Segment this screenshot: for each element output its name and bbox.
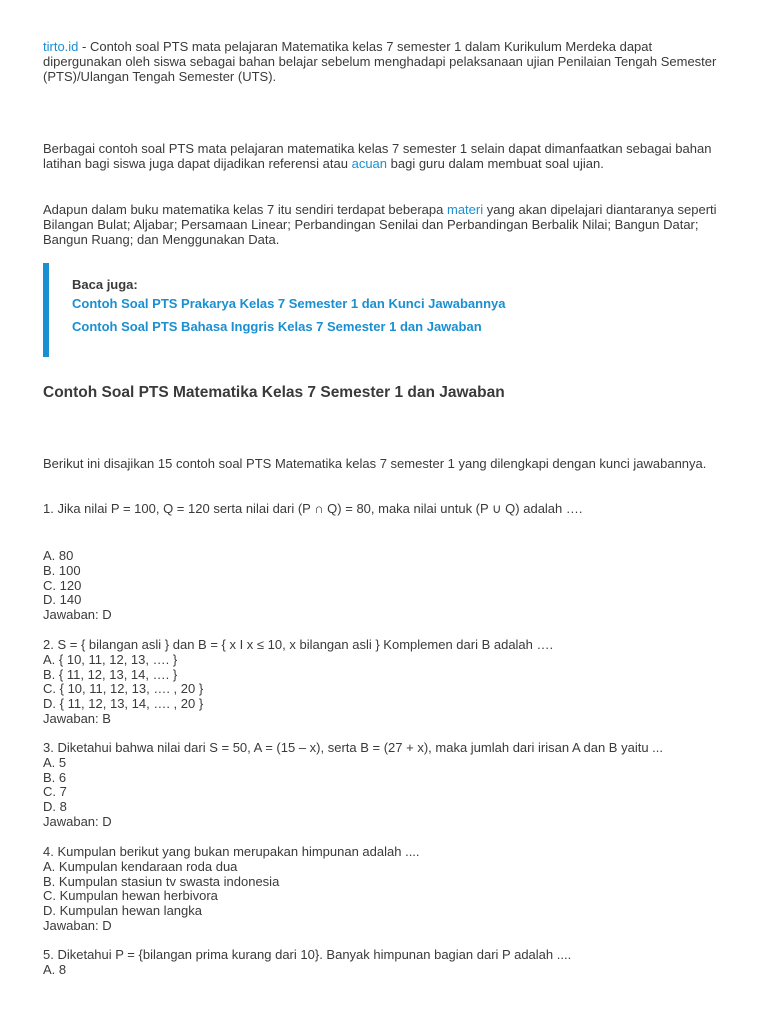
paragraph-text: bagi guru dalam membuat soal ujian. (387, 155, 604, 171)
option: A. 5 (43, 754, 67, 770)
option: B. Kumpulan stasiun tv swasta indonesia (43, 873, 280, 889)
option: B. 6 (43, 769, 67, 785)
option: D. { 11, 12, 13, 14, …. , 20 } (43, 696, 204, 712)
read-also-link[interactable]: Contoh Soal PTS Prakarya Kelas 7 Semester 1 dan Kunci Jawabannya (72, 296, 506, 311)
question-text: 1. Jika nilai P = 100, Q = 120 serta nilai dari (P ∩ Q) = 80, maka nilai untuk (P ∪ Q) adalah …. (43, 501, 583, 516)
paragraph-materials (43, 203, 733, 247)
question-text: 4. Kumpulan berikut yang bukan merupakan himpunan adalah .... (43, 844, 420, 859)
option: A. 8 (43, 961, 67, 977)
option: C. 120 (43, 577, 82, 593)
option: C. 7 (43, 784, 67, 800)
paragraph-text: yang akan dipelajari diantaranya seperti Bilangan Bulat; Aljabar; Persamaan Linear; Perbandingan Senilai dan Perbandingan Berbalik Nilai; Bangun Datar; Bangun Ruang; dan Menggunakan Data. (43, 202, 717, 247)
intro-paragraph (43, 40, 733, 84)
read-also-label: Baca juga: (72, 277, 138, 292)
paragraph-text: Berbagai contoh soal PTS mata pelajaran matematika kelas 7 semester 1 selain dapat dimanfaatkan sebagai bahan latihan bagi siswa juga dapat dijadikan referensi atau (43, 141, 712, 171)
section-heading: Contoh Soal PTS Matematika Kelas 7 Semester 1 dan Jawaban (43, 384, 505, 401)
acuan-link[interactable]: acuan (351, 155, 388, 171)
option: A. 80 (43, 548, 74, 563)
option: D. Kumpulan hewan langka (43, 903, 202, 919)
option: B. { 11, 12, 13, 14, …. } (43, 666, 178, 682)
question-text: 5. Diketahui P = {bilangan prima kurang dari 10}. Banyak himpunan bagian dari P adalah .... (43, 947, 572, 962)
option: C. { 10, 11, 12, 13, …. , 20 } (43, 681, 204, 697)
question-4 (43, 845, 733, 934)
paragraph-purpose (43, 142, 733, 172)
lead-paragraph: Berikut ini disajikan 15 contoh soal PTS Matematika kelas 7 semester 1 yang dilengkapi dengan kunci jawabannya. (43, 456, 707, 471)
materi-link[interactable]: materi (446, 202, 484, 217)
paragraph-text: Adapun dalam buku matematika kelas 7 itu sendiri terdapat beberapa (43, 202, 447, 217)
read-also-box (43, 263, 733, 357)
question-1 (43, 502, 733, 517)
read-also-accent-bar (43, 263, 49, 357)
option: C. Kumpulan hewan herbivora (43, 888, 218, 904)
answer: Jawaban: D (43, 607, 112, 623)
question-text: 3. Diketahui bahwa nilai dari S = 50, A = (15 – x), serta B = (27 + x), maka jumlah dari irisan A dan B yaitu ... (43, 740, 663, 755)
source-link[interactable]: tirto.id (43, 39, 79, 54)
option: D. 8 (43, 799, 67, 815)
answer: Jawaban: D (43, 917, 112, 933)
option: D. 140 (43, 592, 82, 608)
option: A. Kumpulan kendaraan roda dua (43, 858, 238, 874)
question-1-options (43, 549, 733, 623)
question-text: 2. S = { bilangan asli } dan B = { x I x ≤ 10, x bilangan asli } Komplemen dari B adalah …. (43, 637, 554, 652)
question-2 (43, 638, 733, 727)
intro-text: - Contoh soal PTS mata pelajaran Matematika kelas 7 semester 1 dalam Kurikulum Merdeka dapat dipergunakan oleh siswa sebagai bahan belajar sebelum menghadapi pelaksanaan ujian Penilaian Tengah Semester (PTS)/Ulangan Tengah Semester (UTS). (43, 39, 717, 84)
answer: Jawaban: B (43, 710, 111, 726)
question-3 (43, 741, 733, 830)
option: B. 100 (43, 562, 81, 578)
read-also-link[interactable]: Contoh Soal PTS Bahasa Inggris Kelas 7 Semester 1 dan Jawaban (72, 319, 482, 334)
answer: Jawaban: D (43, 813, 112, 829)
question-5 (43, 948, 733, 978)
option: A. { 10, 11, 12, 13, …. } (43, 651, 178, 667)
